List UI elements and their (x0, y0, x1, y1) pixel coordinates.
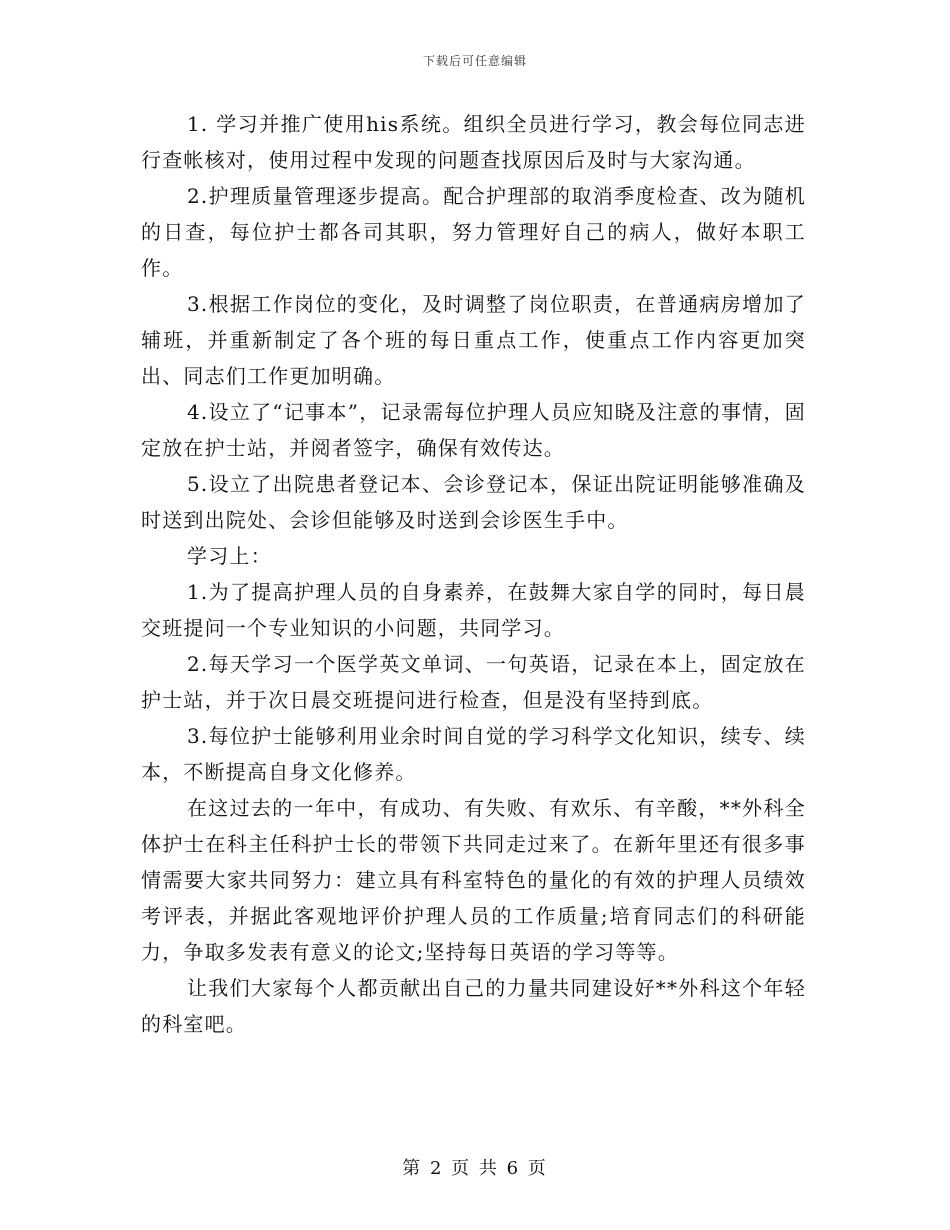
paragraph-study-3: 3.每位护士能够利用业余时间自觉的学习科学文化知识，续专、续本，不断提高自身文化修养。 (141, 724, 806, 784)
section-heading-study: 学习上： (187, 544, 272, 568)
paragraph-study-2: 2.每天学习一个医学英文单词、一句英语，记录在本上，固定放在护士站，并于次日晨交班提问进行检查，但是没有坚持到底。 (141, 652, 806, 712)
paragraph-closing: 让我们大家每个人都贡献出自己的力量共同建设好**外科这个年轻的科室吧。 (141, 976, 806, 1036)
paragraph-quality-management: 2.护理质量管理逐步提高。配合护理部的取消季度检查、改为随机的日查，每位护士都各司其职，努力管理好自己的病人，做好本职工作。 (141, 184, 806, 280)
document-body (141, 106, 806, 1042)
paragraph-his-system: 1. 学习并推广使用his系统。组织全员进行学习，教会每位同志进行查帐核对，使用过程中发现的问题查找原因后及时与大家沟通。 (141, 112, 806, 172)
paragraph-study-1: 1.为了提高护理人员的自身素养，在鼓舞大家自学的同时，每日晨交班提问一个专业知识的小问题，共同学习。 (141, 580, 806, 640)
page-header: 下载后可任意编辑 (422, 54, 527, 68)
paragraph-year-summary: 在这过去的一年中，有成功、有失败、有欢乐、有辛酸，**外科全体护士在科主任科护士长的带领下共同走过来了。在新年里还有很多事情需要大家共同努力：建立具有科室特色的量化的有效的护理人员绩效考评表，并据此客观地评价护理人员的工作质量;培育同志们的科研能力，争取多发表有意义的论文;坚持每日英语的学习等等。 (141, 796, 806, 964)
page-number: 第 2 页 共 6 页 (402, 1158, 548, 1179)
paragraph-notebook: 4.设立了“记事本”，记录需每位护理人员应知晓及注意的事情，固定放在护士站，并阅者签字，确保有效传达。 (141, 400, 806, 460)
paragraph-registration: 5.设立了出院患者登记本、会诊登记本，保证出院证明能够准确及时送到出院处、会诊但能够及时送到会诊医生手中。 (141, 472, 806, 532)
paragraph-post-duties: 3.根据工作岗位的变化，及时调整了岗位职责，在普通病房增加了辅班，并重新制定了各个班的每日重点工作，使重点工作内容更加突出、同志们工作更加明确。 (141, 292, 806, 388)
